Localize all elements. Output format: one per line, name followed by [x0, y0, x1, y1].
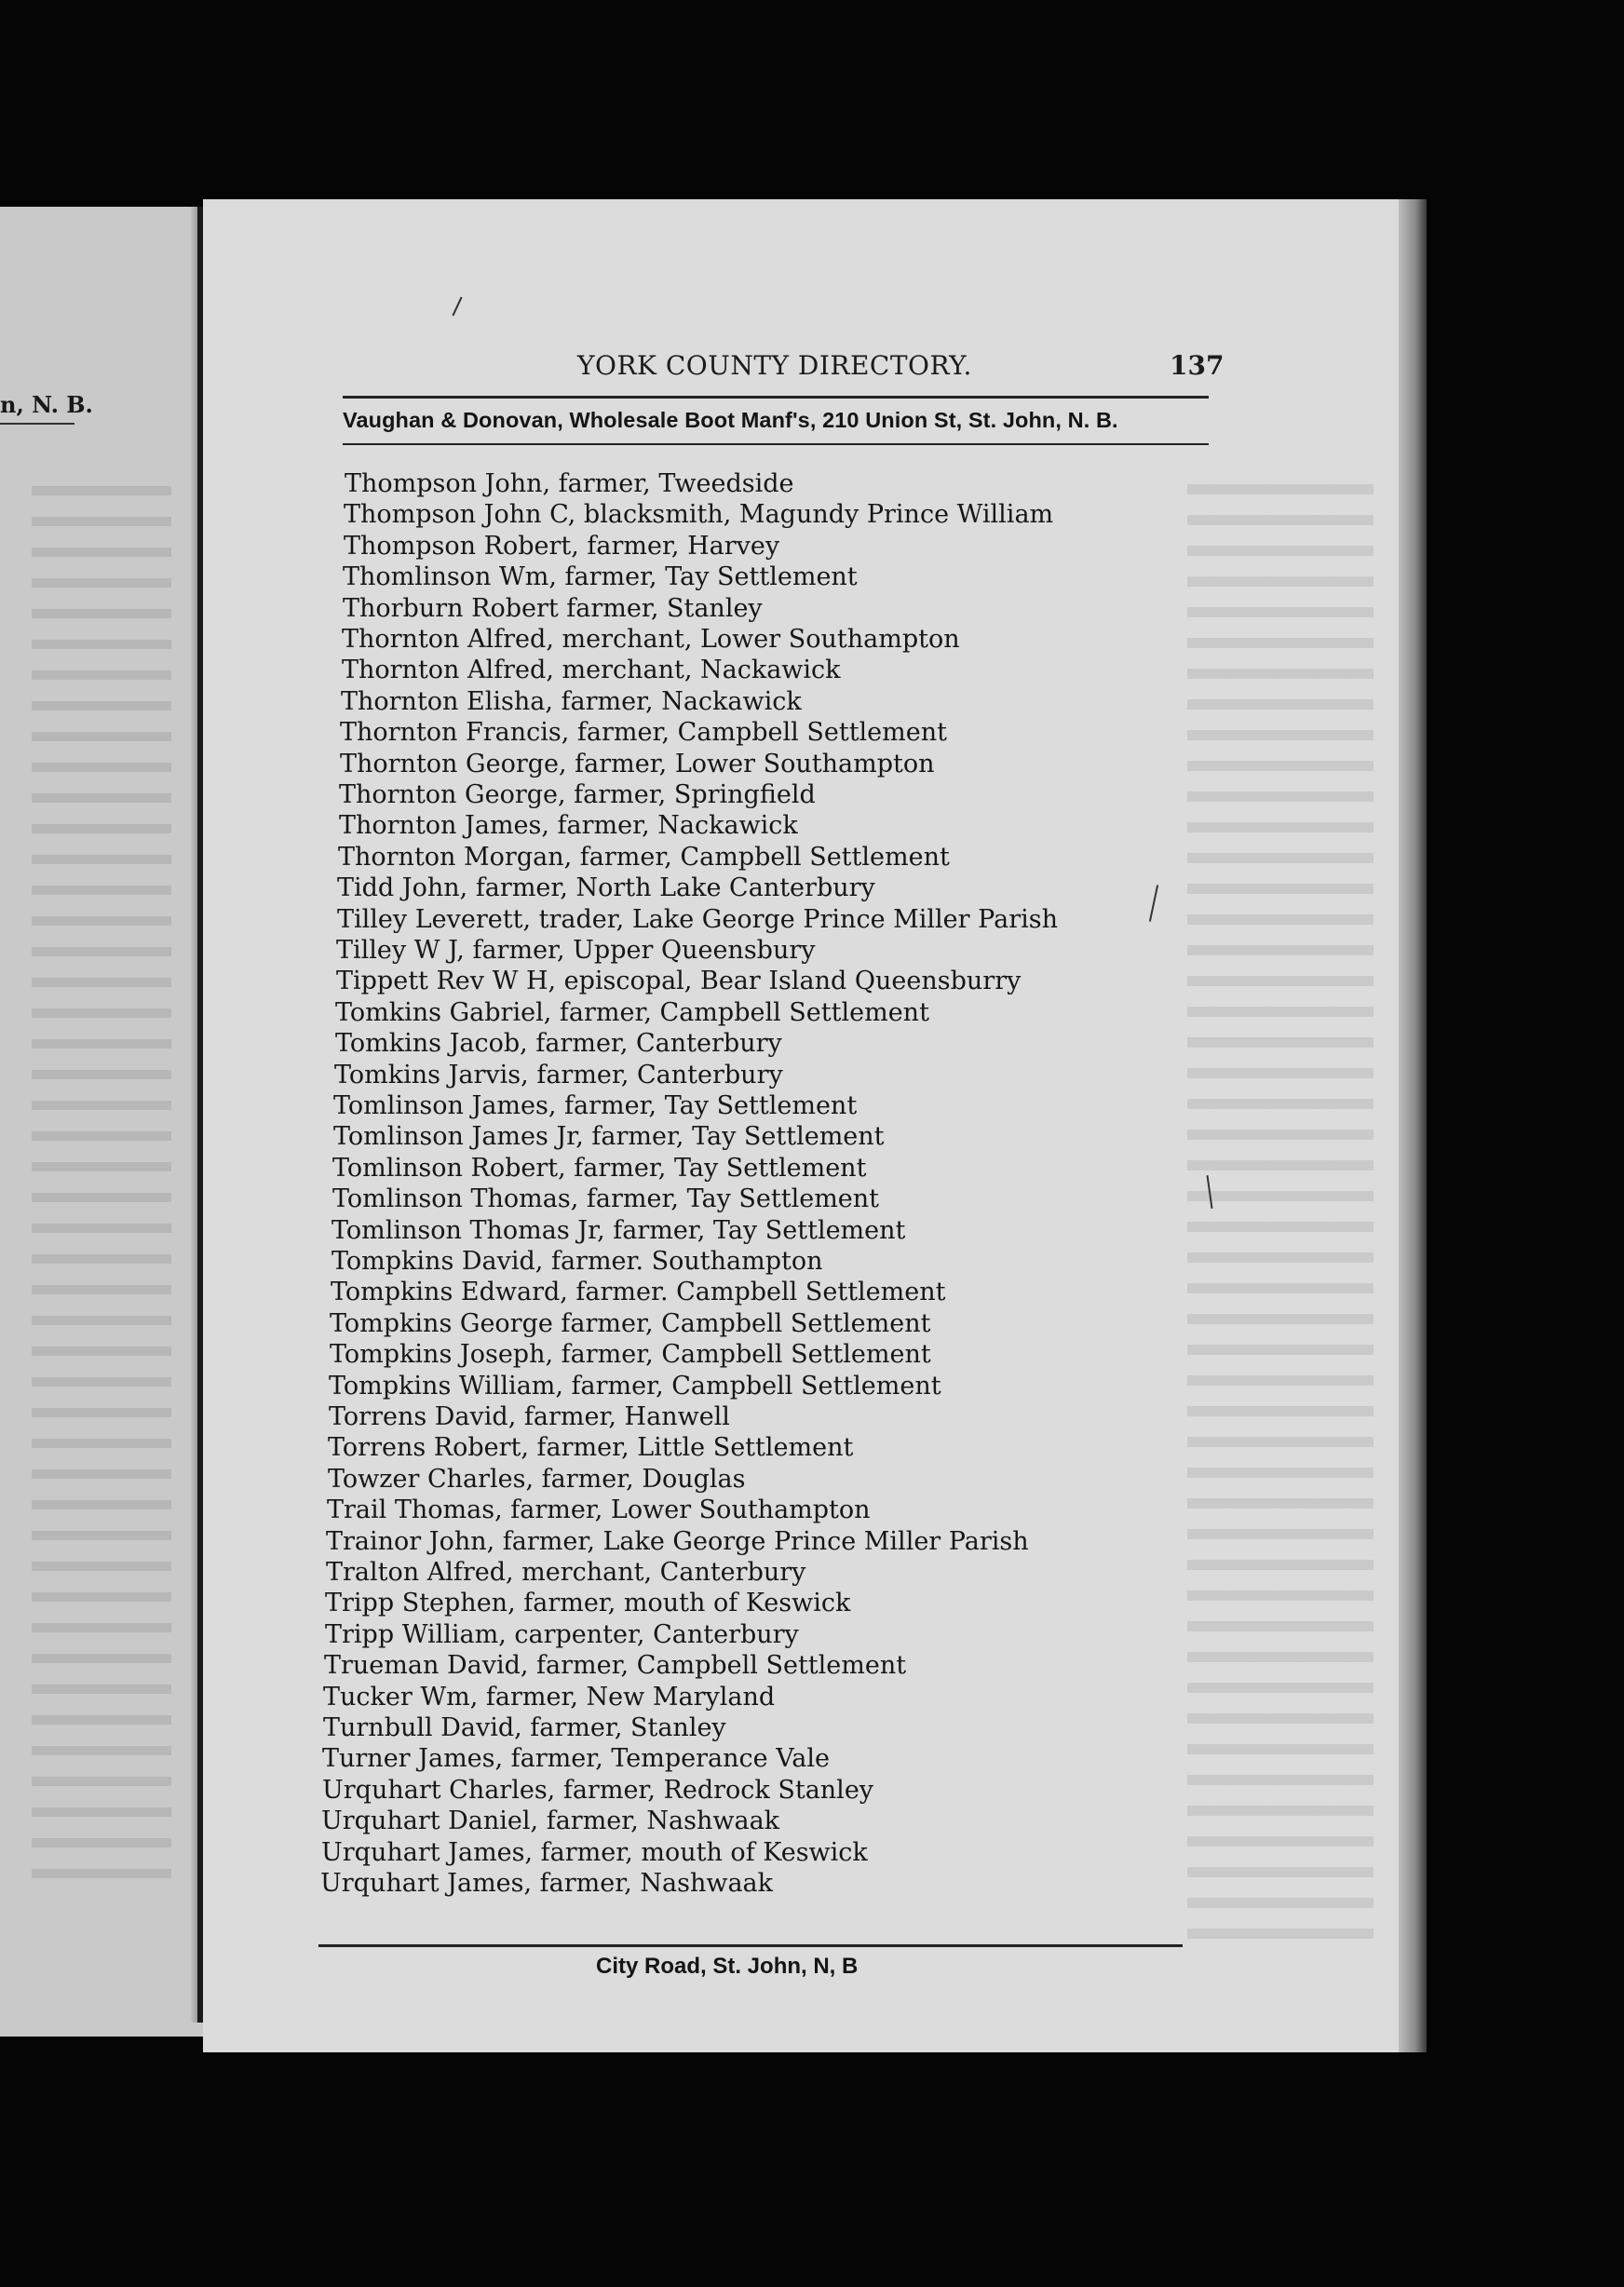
directory-entry: Tilley W J, farmer, Upper Queensbury: [336, 936, 816, 965]
header-rule: [343, 396, 1209, 399]
directory-entry: Trueman David, farmer, Campbell Settlement: [324, 1651, 907, 1680]
directory-entry: Turnbull David, farmer, Stanley: [323, 1713, 726, 1742]
directory-entry: Tompkins William, farmer, Campbell Settlement: [329, 1372, 941, 1401]
directory-entry: Tomlinson James, farmer, Tay Settlement: [333, 1091, 858, 1120]
directory-entry: Tripp William, carpenter, Canterbury: [325, 1620, 799, 1649]
bleed-through-text: [1187, 484, 1374, 1955]
directory-entry: Urquhart James, farmer, mouth of Keswick: [321, 1838, 868, 1867]
running-head: YORK COUNTY DIRECTORY.: [577, 350, 972, 381]
page-number: 137: [1170, 350, 1225, 381]
directory-entry: Thompson John, farmer, Tweedside: [345, 469, 794, 498]
directory-entry: Tompkins David, farmer. Southampton: [332, 1247, 823, 1276]
directory-entry: Tripp Stephen, farmer, mouth of Keswick: [325, 1589, 851, 1617]
directory-entry: Tralton Alfred, merchant, Canterbury: [326, 1558, 806, 1587]
footer-rule: [318, 1944, 1183, 1947]
directory-entry: Tilley Leverett, trader, Lake George Prince Miller Parish: [337, 905, 1058, 934]
directory-entry: Towzer Charles, farmer, Douglas: [328, 1465, 746, 1494]
directory-entry: Thornton George, farmer, Springfield: [339, 780, 816, 809]
directory-entry: Tippett Rev W H, episcopal, Bear Island Queensburry: [336, 967, 1022, 995]
directory-entry: Thomlinson Wm, farmer, Tay Settlement: [343, 562, 858, 591]
directory-entry: Urquhart Charles, farmer, Redrock Stanley: [322, 1776, 874, 1805]
advertisement-rule: [343, 443, 1209, 445]
facing-page-heading-fragment: n, N. B.: [0, 391, 93, 418]
directory-entry: Turner James, farmer, Temperance Vale: [322, 1744, 830, 1773]
directory-entry: Thornton Alfred, merchant, Nackawick: [342, 656, 841, 684]
directory-entry: Urquhart Daniel, farmer, Nashwaak: [321, 1807, 780, 1835]
facing-page: [0, 207, 212, 2037]
directory-entry: Thorburn Robert farmer, Stanley: [343, 594, 763, 623]
directory-entry: Tucker Wm, farmer, New Maryland: [323, 1683, 776, 1712]
directory-entry: Tomlinson Robert, farmer, Tay Settlement: [332, 1154, 867, 1183]
directory-entry: Thornton Francis, farmer, Campbell Settlement: [340, 718, 947, 747]
footer-advertisement: City Road, St. John, N, B: [596, 1954, 859, 1979]
directory-entry: Urquhart James, farmer, Nashwaak: [320, 1869, 773, 1898]
directory-entry: Tomkins Jacob, farmer, Canterbury: [335, 1029, 782, 1058]
directory-entry: Trail Thomas, farmer, Lower Southampton: [327, 1495, 871, 1524]
directory-entry: Tomlinson Thomas Jr, farmer, Tay Settlement: [332, 1216, 906, 1245]
directory-entry: Tompkins Edward, farmer. Campbell Settlement: [331, 1278, 946, 1306]
directory-entry: Thompson Robert, farmer, Harvey: [344, 532, 780, 561]
directory-entry: Tompkins George farmer, Campbell Settlement: [330, 1309, 931, 1338]
directory-entry: Thompson John C, blacksmith, Magundy Prince William: [344, 500, 1054, 529]
facing-page-rule: [0, 423, 74, 425]
directory-entry: Thornton James, farmer, Nackawick: [339, 811, 798, 840]
directory-entry: Tidd John, farmer, North Lake Canterbury: [337, 873, 875, 902]
directory-entry: Thornton Elisha, farmer, Nackawick: [341, 687, 802, 716]
header-advertisement: Vaughan & Donovan, Wholesale Boot Manf's, 210 Union St, St. John, N. B.: [343, 408, 1118, 432]
page-edge: [1399, 199, 1427, 2052]
directory-entry: Torrens David, farmer, Hanwell: [329, 1402, 730, 1431]
directory-entry: Thornton Morgan, farmer, Campbell Settlement: [338, 843, 950, 872]
directory-entry: Trainor John, farmer, Lake George Prince Miller Parish: [326, 1527, 1029, 1556]
directory-entry: Tomlinson James Jr, farmer, Tay Settlement: [333, 1122, 885, 1151]
directory-entry: Tomkins Gabriel, farmer, Campbell Settlement: [335, 998, 929, 1027]
facing-page-text-shadow: [32, 486, 171, 1883]
directory-entry: Thornton George, farmer, Lower Southampton: [340, 750, 935, 778]
directory-entry: Tompkins Joseph, farmer, Campbell Settlement: [330, 1340, 931, 1369]
directory-entry: Torrens Robert, farmer, Little Settlement: [328, 1433, 854, 1462]
directory-entry: Tomlinson Thomas, farmer, Tay Settlement: [332, 1184, 880, 1213]
directory-entry: Thornton Alfred, merchant, Lower Southampton: [342, 625, 960, 654]
directory-entry: Tomkins Jarvis, farmer, Canterbury: [334, 1061, 783, 1089]
